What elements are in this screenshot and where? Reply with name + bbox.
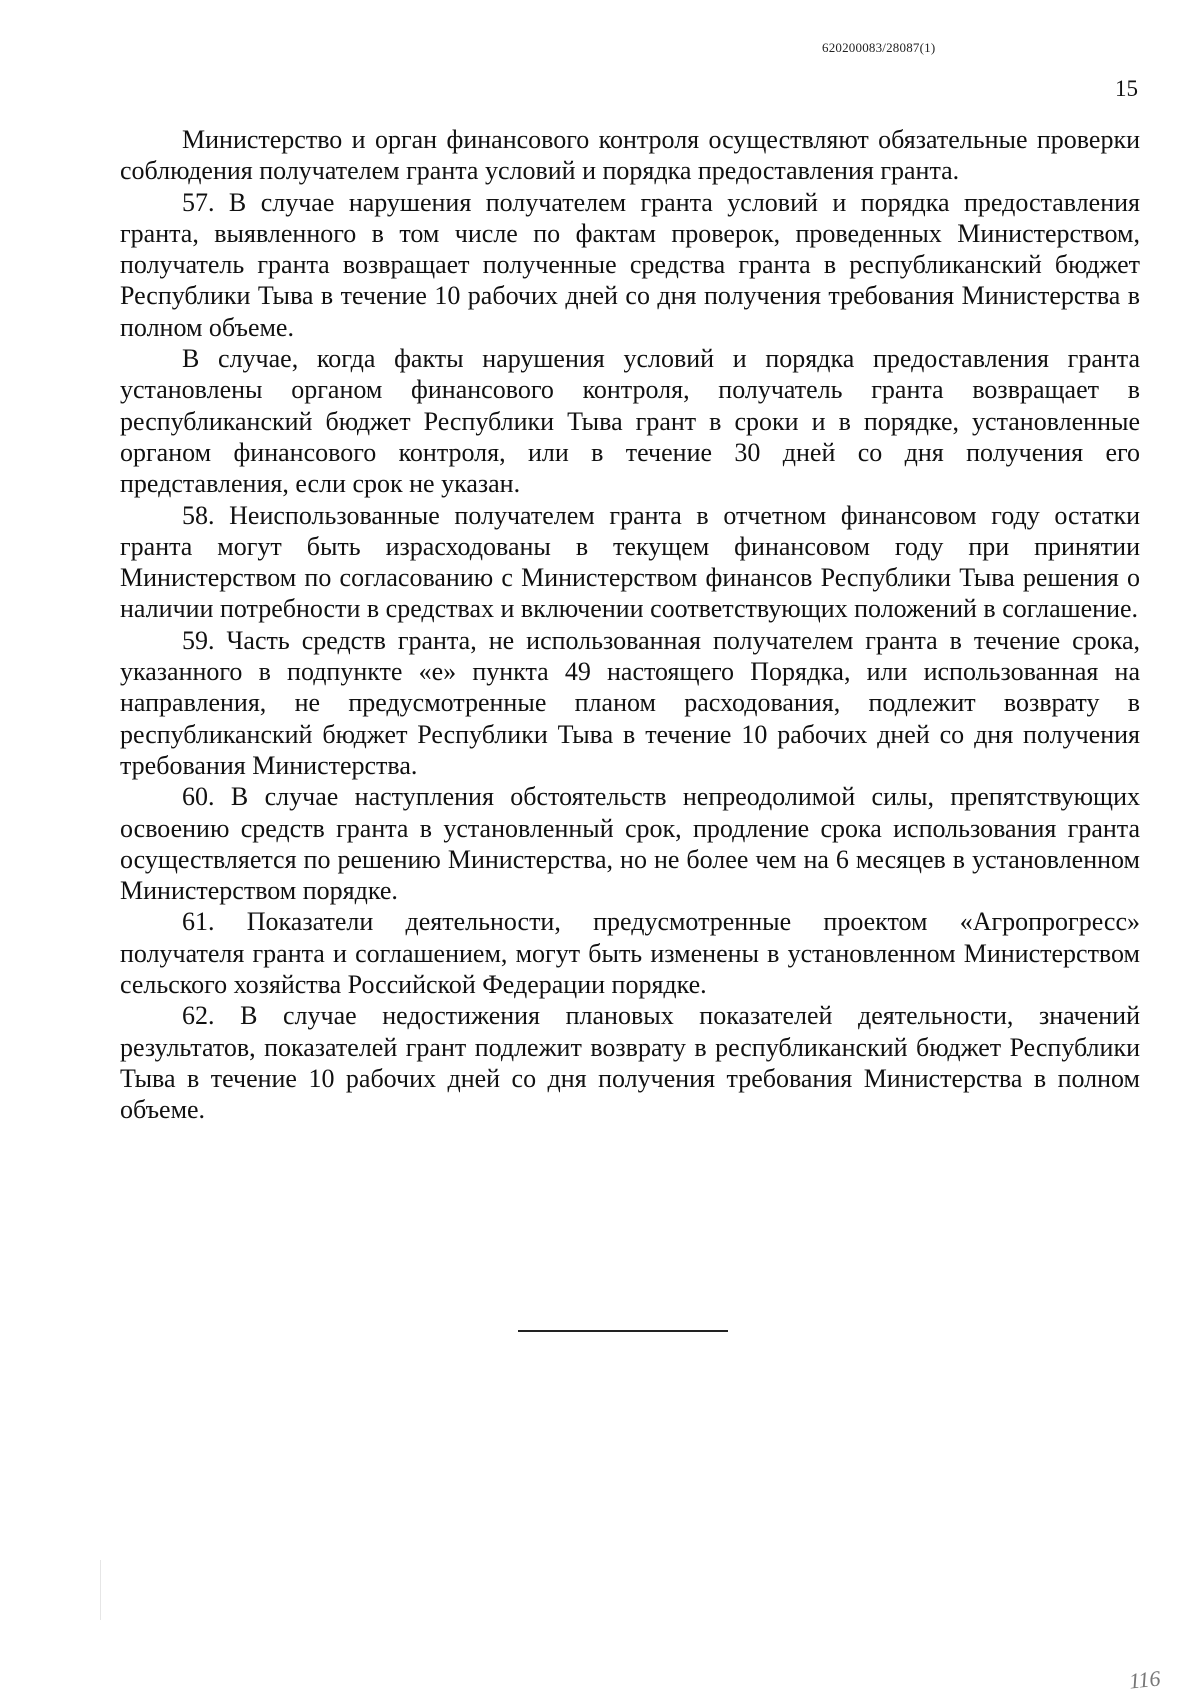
paragraph-62: 62. В случае недостижения плановых показателей деятельности, значений результатов, показателей грант подлежит возврату в республиканский бюджет Республики Тыва в течение 10 рабочих дней со дня получения требования Министерства в полном объеме.	[120, 1001, 1140, 1125]
end-of-document-rule	[518, 1330, 728, 1332]
paragraph-57: 57. В случае нарушения получателем гранта условий и порядка предоставления гранта, выявленного в том числе по фактам проверок, проведенных Министерством, получатель гранта возвращает полученные средства гранта в республиканский бюджет Республики Тыва в течение 10 рабочих дней со дня получения требования Министерства в полном объеме.	[120, 187, 1140, 342]
document-body	[120, 124, 1140, 1126]
document-id: 620200083/28087(1)	[822, 40, 936, 55]
scan-edge-mark	[100, 1560, 101, 1620]
paragraph-60: 60. В случае наступления обстоятельств непреодолимой силы, препятствующих освоению средств гранта в установленный срок, продление срока использования гранта осуществляется по решению Министерства, но не более чем на 6 месяцев в установленном Министерством порядке.	[120, 782, 1140, 906]
handwritten-page-mark: 116	[1127, 1665, 1162, 1694]
paragraph-intro: Министерство и орган финансового контроля осуществляют обязательные проверки соблюдения получателем гранта условий и порядка предоставления гранта.	[120, 125, 1140, 186]
paragraph-58: 58. Неиспользованные получателем гранта в отчетном финансовом году остатки гранта могут быть израсходованы в текущем финансовом году при принятии Министерством по согласованию с Министерством финансов Республики Тыва решения о наличии потребности в средствах и включении соответствующих положений в соглашение.	[120, 500, 1140, 624]
paragraph-61: 61. Показатели деятельности, предусмотренные проектом «Агропрогресс» получателя гранта и соглашением, могут быть изменены в установленном Министерством сельского хозяйства Российской Федерации порядке.	[120, 907, 1140, 1000]
page-number: 15	[1115, 76, 1138, 101]
paragraph-57-continued: В случае, когда факты нарушения условий и порядка предоставления гранта установлены органом финансового контроля, получатель гранта возвращает в республиканский бюджет Республики Тыва грант в сроки и в порядке, установленные органом финансового контроля, или в течение 30 дней со дня получения его представления, если срок не указан.	[120, 344, 1140, 499]
paragraph-59: 59. Часть средств гранта, не использованная получателем гранта в течение срока, указанного в подпункте «е» пункта 49 настоящего Порядка, или использованная на направления, не предусмотренные планом расходования, подлежит возврату в республиканский бюджет Республики Тыва в течение 10 рабочих дней со дня получения требования Министерства.	[120, 625, 1140, 780]
